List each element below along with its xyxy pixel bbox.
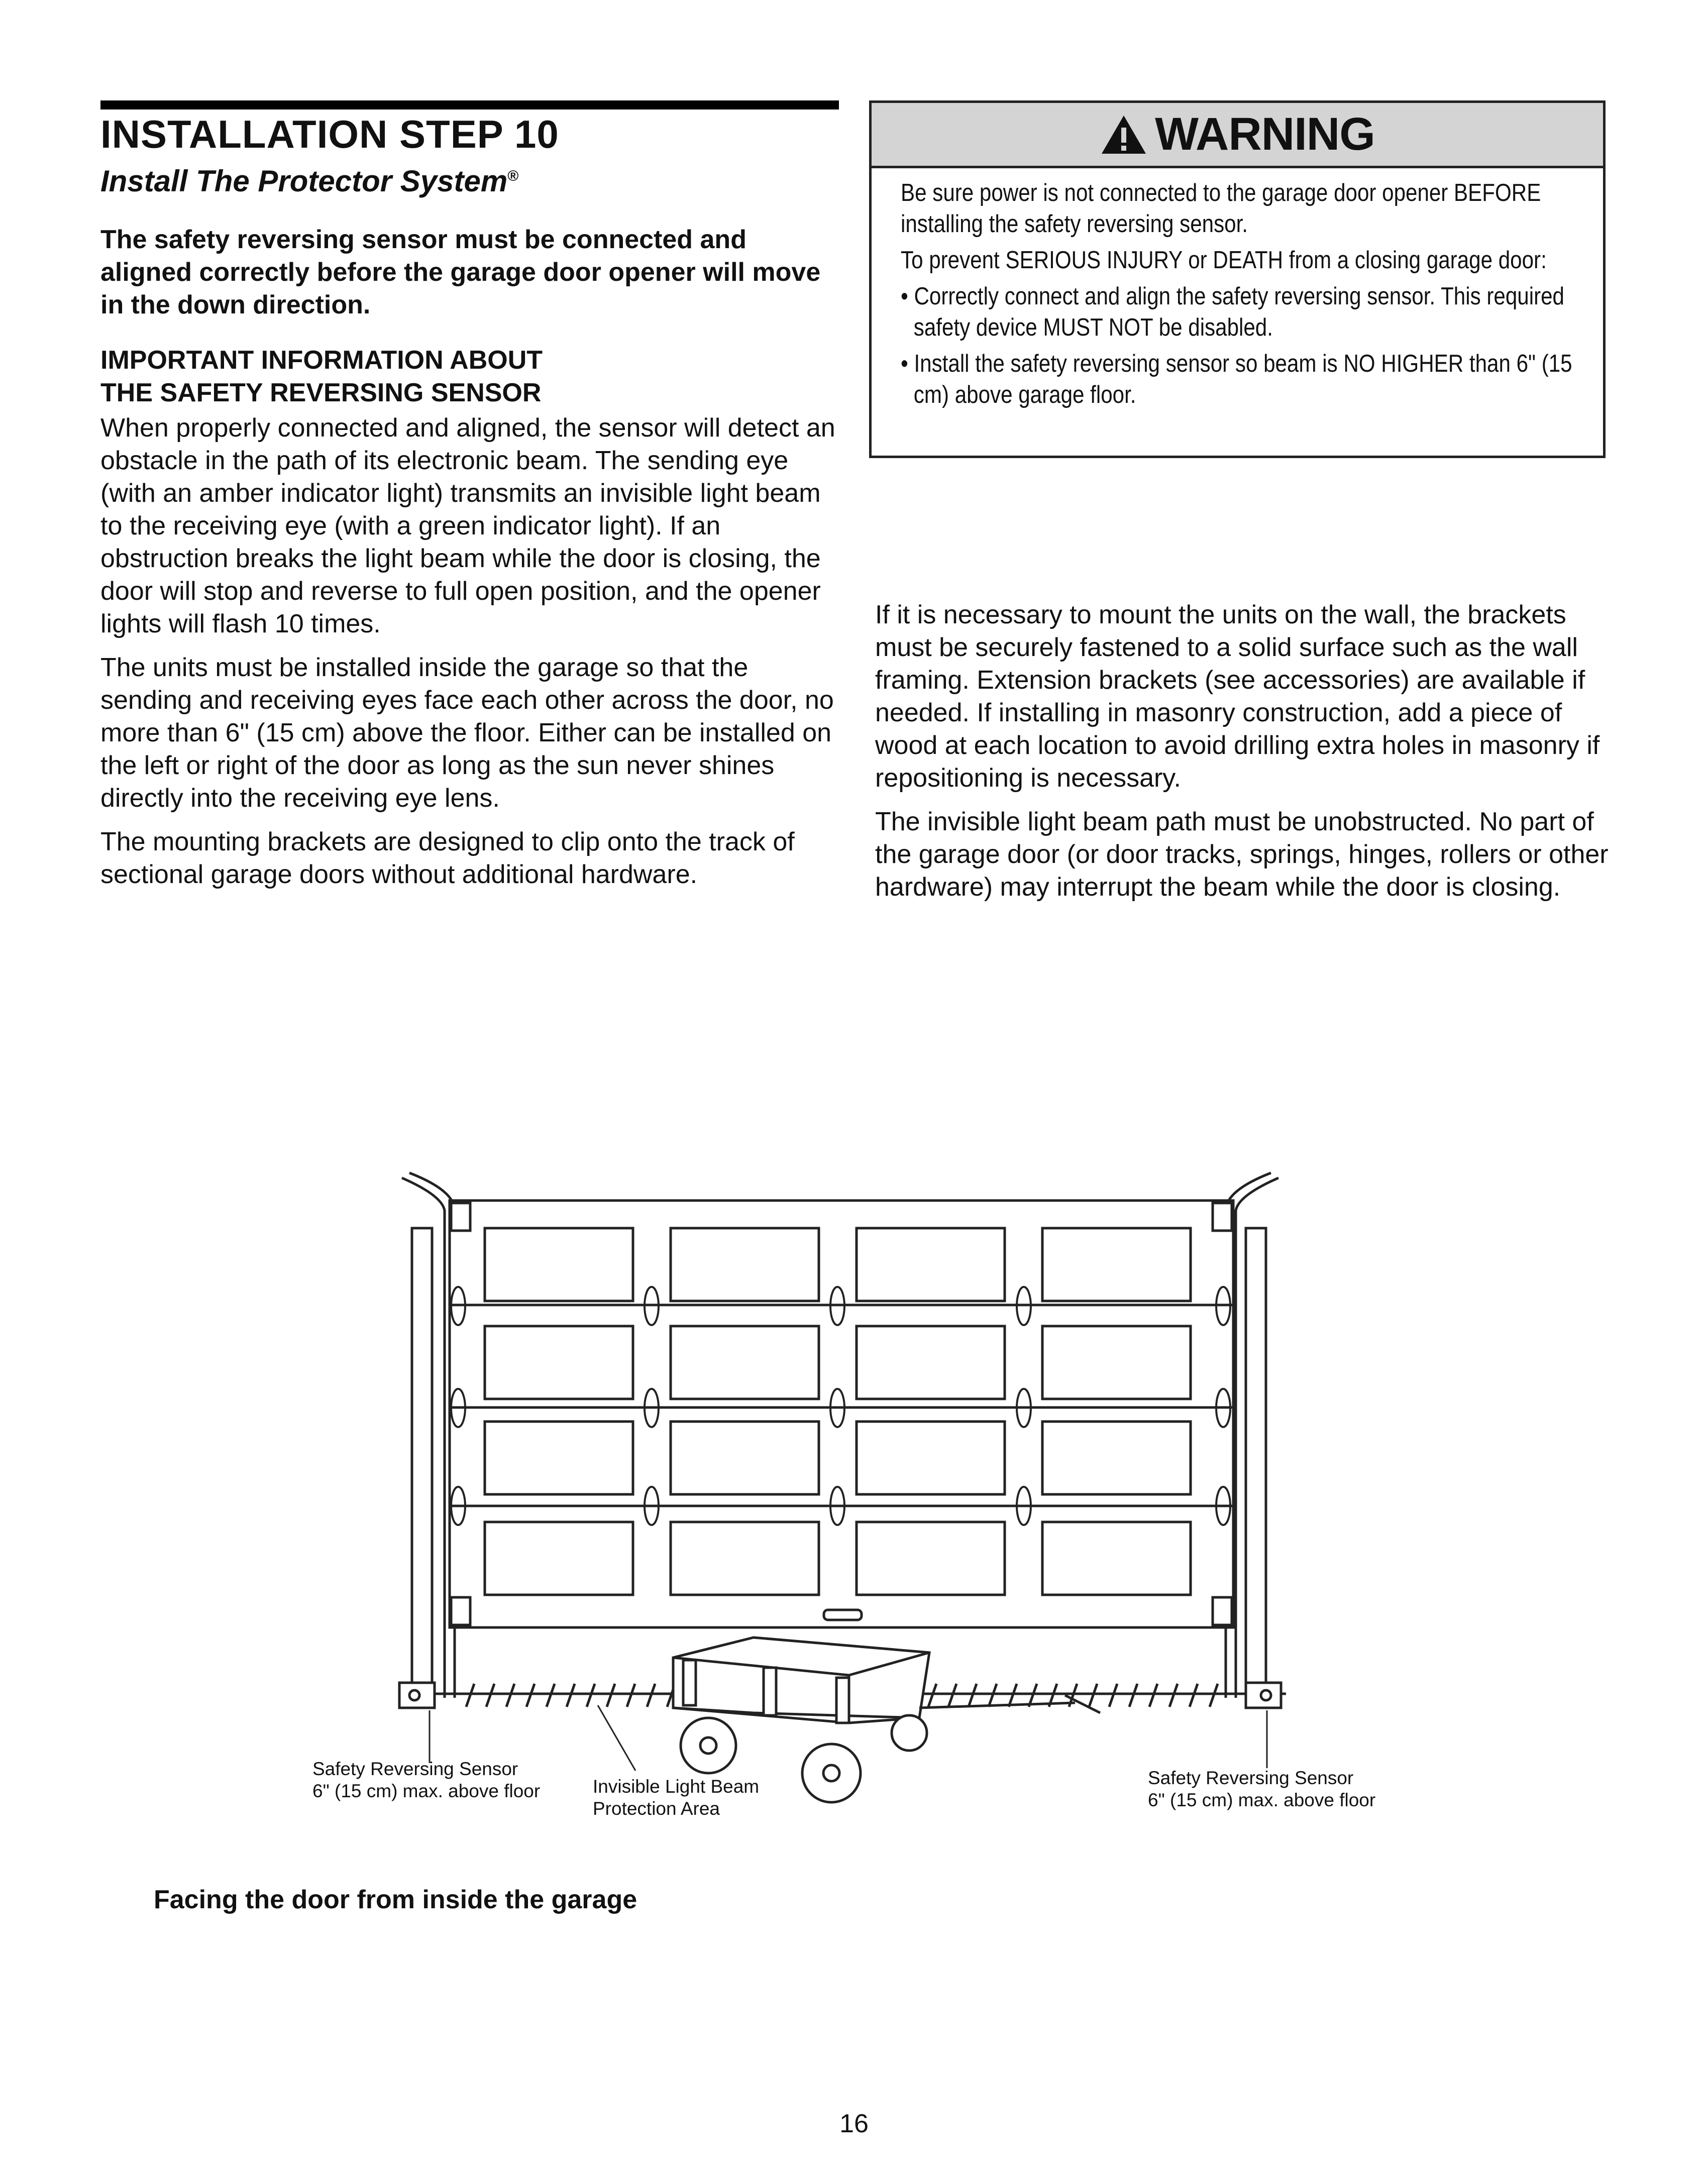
- important-heading-line2: THE SAFETY REVERSING SENSOR: [100, 378, 542, 407]
- right-paragraph-1: If it is necessary to mount the units on the wall, the brackets must be securely fastened to a solid surface such as the wall framing. Extension brackets (see accessories) are available if needed. If installing in masonry construction, add a piece of wood at each location to avoid drilling extra holes in masonry if repositioning is necessary.: [875, 600, 1600, 793]
- left-sensor-label-line2: 6" (15 cm) max. above floor: [312, 1781, 541, 1801]
- warning-title: WARNING: [1155, 108, 1375, 160]
- right-paragraph-2: The invisible light beam path must be unobstructed. No part of the garage door (or door tracks, springs, hinges, rollers or other hardware) may interrupt the beam while the door is closing.: [875, 807, 1609, 902]
- registered-mark: ®: [507, 168, 519, 184]
- step-subtitle-text: Install The Protector System: [100, 164, 508, 198]
- warning-line-2: To prevent SERIOUS INJURY or DEATH from a closing garage door:: [901, 247, 1547, 274]
- step-title: INSTALLATION STEP 10: [100, 112, 559, 156]
- warning-line-1: Be sure power is not connected to the garage door opener BEFORE installing the safety reversing sensor.: [901, 179, 1541, 238]
- right-sensor-label-line1: Safety Reversing Sensor: [1148, 1768, 1354, 1788]
- left-paragraph-3: The mounting brackets are designed to clip onto the track of sectional garage doors without additional hardware.: [100, 827, 795, 889]
- diagram-caption: Facing the door from inside the garage: [154, 1885, 637, 1914]
- right-wall-jamb: [1246, 1228, 1266, 1690]
- intro-paragraph: The safety reversing sensor must be connected and aligned correctly before the garage door opener will move in the down direction.: [100, 225, 821, 319]
- important-heading-line1: IMPORTANT INFORMATION ABOUT: [100, 346, 543, 375]
- right-sensor-label: [1148, 1767, 1375, 1811]
- left-paragraph-1: When properly connected and aligned, the sensor will detect an obstacle in the path of its electronic beam. The sending eye (with an amber indicator light) transmits an invisible light beam to the receiving eye (with a green indicator light). If an obstruction breaks the light beam while the door is closing, the door will stop and reverse to full open position, and the opener lights will flash 10 times.: [100, 413, 835, 638]
- right-sensor-label-line2: 6" (15 cm) max. above floor: [1148, 1790, 1376, 1810]
- beam-label-line2: Protection Area: [593, 1798, 720, 1819]
- garage-door: [450, 1201, 1233, 1627]
- left-paragraph-2: The units must be installed inside the garage so that the sending and receiving eyes face each other across the door, no more than 6" (15 cm) above the floor. Either can be installed on the left or right of the door as long as the sun never shines directly into the receiving eye lens.: [100, 653, 834, 813]
- left-sensor-label-line1: Safety Reversing Sensor: [312, 1759, 518, 1779]
- page-number: 16: [839, 2109, 869, 2138]
- left-wall-jamb: [412, 1228, 432, 1690]
- beam-label-line1: Invisible Light Beam: [593, 1776, 760, 1797]
- beam-label: [593, 1776, 759, 1820]
- left-sensor-label: [312, 1758, 540, 1802]
- warning-bullet-1: • Correctly connect and align the safety reversing sensor. This required safety device MUST NOT be disabled.: [901, 283, 1565, 341]
- warning-bullet-2: • Install the safety reversing sensor so beam is NO HIGHER than 6" (15 cm) above garage floor.: [901, 350, 1572, 408]
